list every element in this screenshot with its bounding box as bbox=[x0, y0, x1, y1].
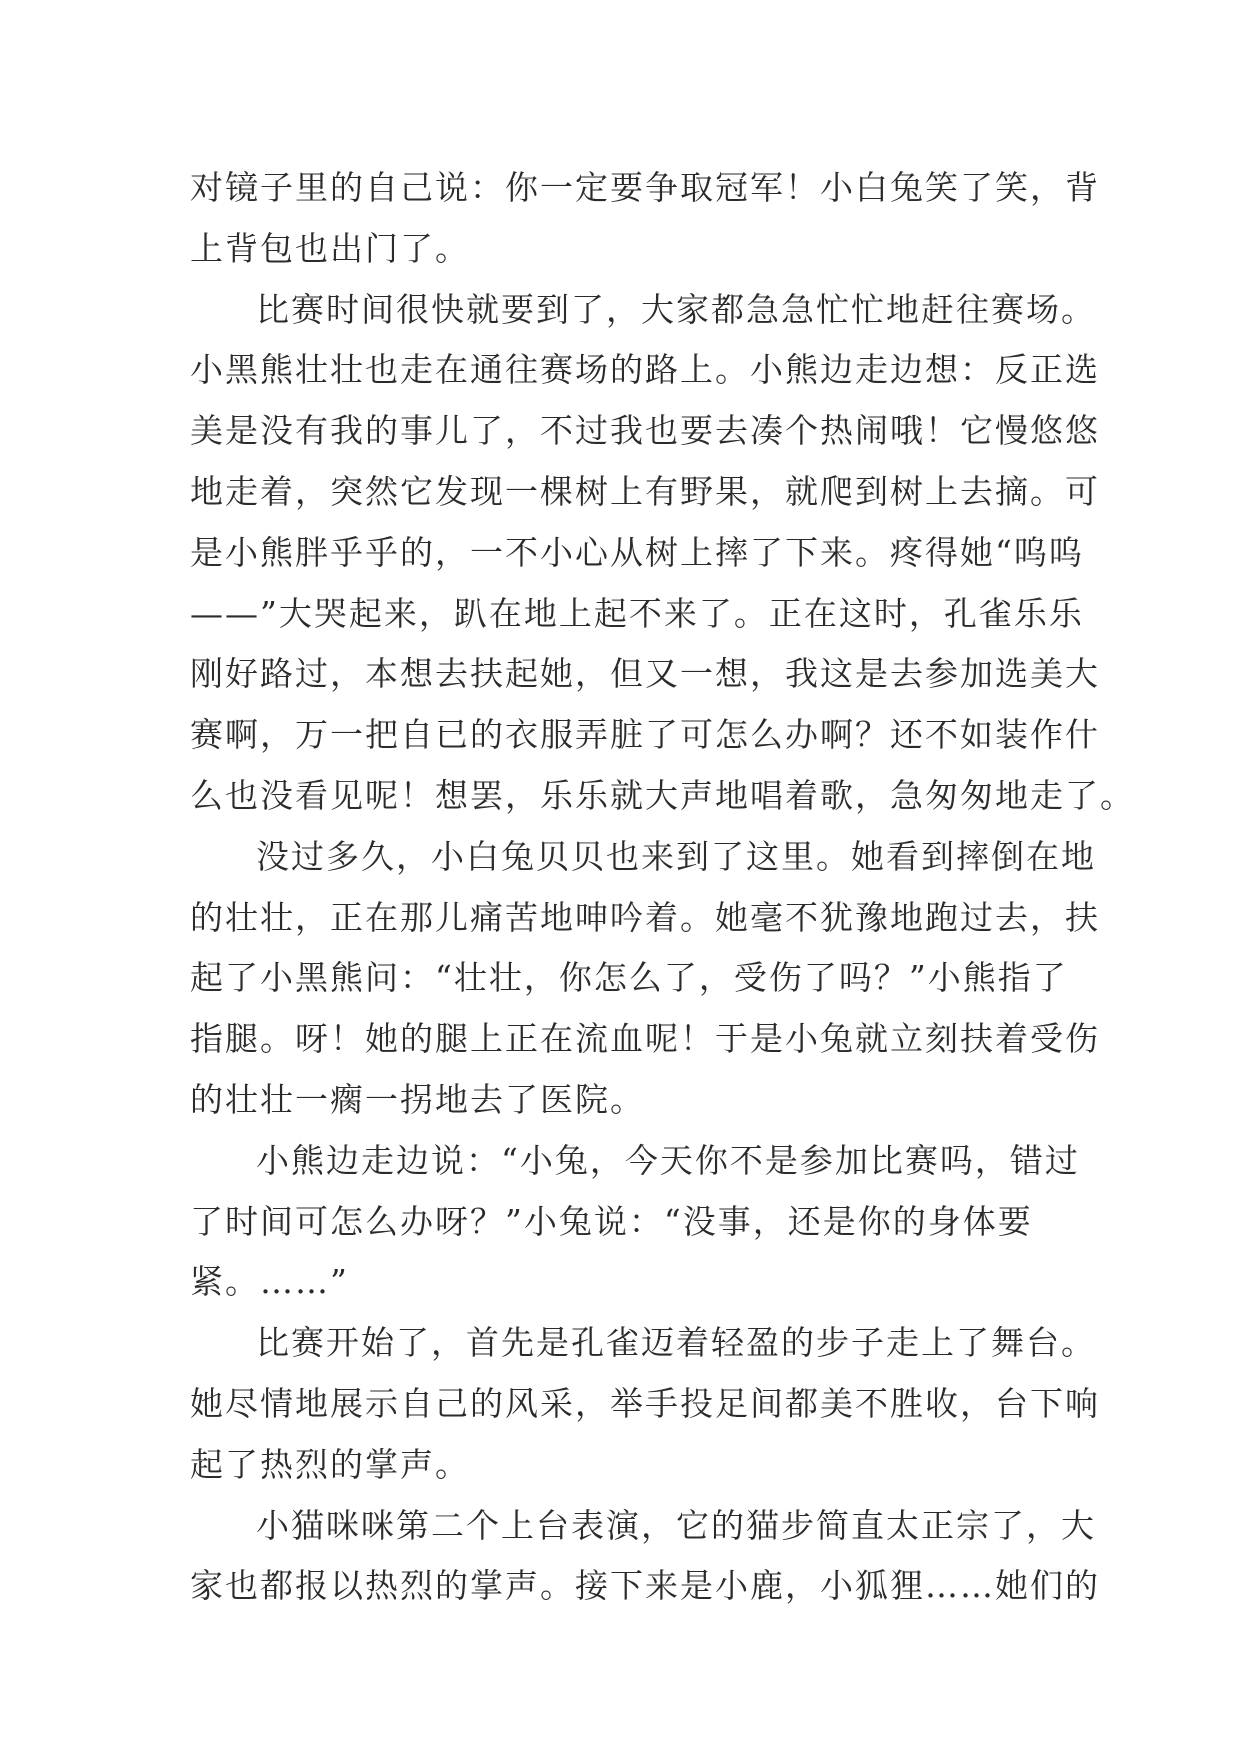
text-line-14: 起了小黑熊问：“壮壮，你怎么了，受伤了吗？”小熊指了 bbox=[190, 958, 1068, 998]
text-line-10: 赛啊，万一把自已的衣服弄脏了可怎么办啊？还不如装作什 bbox=[190, 715, 1100, 755]
text-line-6: 地走着，突然它发现一棵树上有野果，就爬到树上去摘。可 bbox=[190, 471, 1100, 511]
text-line-13: 的壮壮，正在那儿痛苦地呻吟着。她毫不犹豫地跑过去，扶 bbox=[190, 897, 1100, 937]
text-line-11: 么也没看见呢！想罢，乐乐就大声地唱着歌，急匆匆地走了。 bbox=[190, 775, 1135, 815]
text-line-7: 是小熊胖乎乎的，一不小心从树上摔了下来。疼得她“呜呜 bbox=[190, 532, 1084, 572]
text-line-20: 比赛开始了，首先是孔雀迈着轻盈的步子走上了舞台。 bbox=[256, 1323, 1096, 1363]
story-text bbox=[190, 158, 1135, 1617]
text-line-19: 紧。……” bbox=[190, 1262, 349, 1302]
text-line-1: 对镜子里的自己说：你一定要争取冠军！小白兔笑了笑，背 bbox=[190, 168, 1100, 207]
text-line-3: 比赛时间很快就要到了，大家都急急忙忙地赶往赛场。 bbox=[256, 289, 1096, 329]
text-line-21: 她尽情地展示自己的风采，举手投足间都美不胜收，台下响 bbox=[190, 1383, 1100, 1423]
text-line-9: 刚好路过，本想去扶起她，但又一想，我这是去参加选美大 bbox=[190, 654, 1100, 694]
text-line-24: 家也都报以热烈的掌声。接下来是小鹿，小狐狸……她们的 bbox=[190, 1566, 1100, 1606]
text-line-2: 上背包也出门了。 bbox=[190, 228, 470, 268]
text-line-15: 指腿。呀！她的腿上正在流血呢！于是小兔就立刻扶着受伤 bbox=[190, 1019, 1100, 1059]
text-line-16: 的壮壮一瘸一拐地去了医院。 bbox=[190, 1079, 645, 1119]
text-line-4: 小黑熊壮壮也走在通往赛场的路上。小熊边走边想：反正选 bbox=[190, 350, 1100, 390]
text-line-23: 小猫咪咪第二个上台表演，它的猫步简直太正宗了，大 bbox=[256, 1505, 1096, 1545]
text-line-22: 起了热烈的掌声。 bbox=[190, 1444, 470, 1484]
text-line-18: 了时间可怎么办呀？”小兔说：“没事，还是你的身体要 bbox=[190, 1201, 1033, 1241]
text-line-17: 小熊边走边说：“小兔，今天你不是参加比赛吗，错过 bbox=[256, 1140, 1080, 1180]
text-line-5: 美是没有我的事儿了，不过我也要去凑个热闹哦！它慢悠悠 bbox=[190, 411, 1100, 451]
text-line-8: ——”大哭起来，趴在地上起不来了。正在这时，孔雀乐乐 bbox=[190, 593, 1084, 633]
text-line-12: 没过多久，小白兔贝贝也来到了这里。她看到摔倒在地 bbox=[256, 836, 1096, 876]
